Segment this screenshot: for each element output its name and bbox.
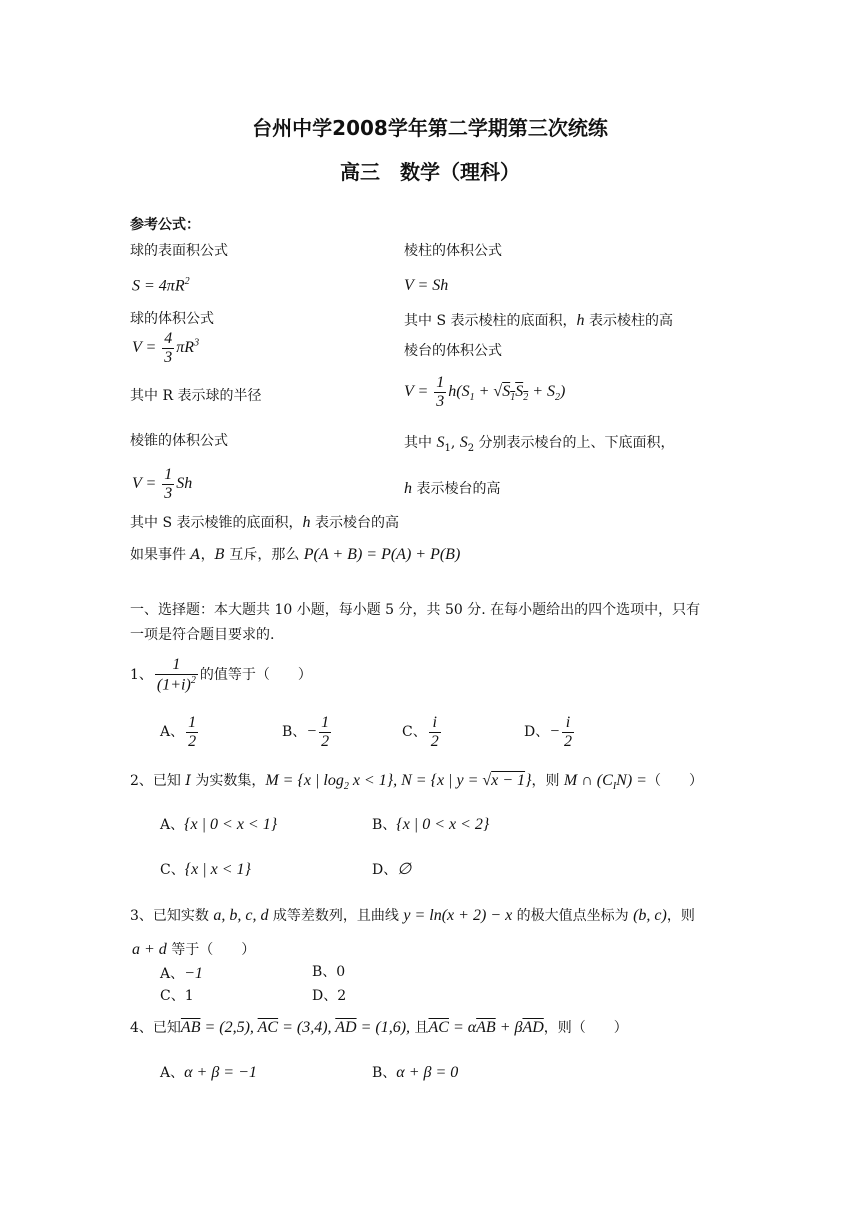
frustum-label: 棱台的体积公式 [404, 343, 502, 359]
section-line-1: 一、选择题：本大题共 10 小题，每小题 5 分，共 50 分. 在每小题给出的四个选项中，只有 [130, 602, 701, 618]
q3-option-c: C、1 [160, 988, 194, 1004]
frustum-note: 其中 $S_1$, $S_2$ 分别表示棱台的上、下底面积， [404, 434, 675, 454]
question-3: 3、已知实数 a, b, c, d 成等差数列，且曲线 y = ln(x + 2) − x 的极大值点坐标为 (b, c)，则 [130, 907, 695, 924]
q3-option-b: B、0 [312, 964, 346, 980]
q1-option-d: D、− $\frac{i}{2}$ [524, 714, 573, 750]
question-3-line-2: a + d 等于（ ） [132, 941, 256, 958]
frustum-h-note: h 表示棱台的高 [404, 480, 501, 497]
question-1: 1、 $\frac{1}{(1+i)^2}$ 的值等于（ ） [130, 656, 312, 693]
q4-option-b: B、α + β = 0 [372, 1064, 459, 1081]
sphere-area-formula: $S = 4\pi R^2$ [132, 276, 190, 295]
sphere-area-label: 球的表面积公式 [130, 243, 228, 259]
q1-option-c: C、 $\frac{i}{2}$ [402, 714, 439, 750]
q2-option-c: C、{x | x < 1} [160, 861, 251, 878]
sphere-vol-formula: V = $\frac{4}{3}$ $\pi R^3$ [132, 330, 200, 366]
exam-title: 台州中学2008学年第二学期第三次统练 [252, 116, 608, 140]
formulas-heading: 参考公式： [130, 217, 200, 233]
exam-subtitle: 高三 数学（理科） [340, 160, 520, 184]
q3-option-d: D、2 [312, 988, 347, 1004]
q2-option-b: B、{x | 0 < x < 2} [372, 816, 490, 833]
frustum-formula: V = $\frac{1}{3}$ $h(S_1 + √S_1S_2 + S_2)$ [404, 374, 566, 410]
q3-option-a: A、−1 [160, 965, 203, 982]
pyramid-formula: V = $\frac{1}{3}$ Sh [132, 466, 193, 502]
q1-option-b: B、− $\frac{1}{2}$ [282, 714, 330, 750]
sphere-vol-label: 球的体积公式 [130, 311, 214, 327]
prism-label: 棱柱的体积公式 [404, 243, 502, 259]
section-line-2: 一项是符合题目要求的. [130, 627, 275, 643]
q2-option-a: A、{x | 0 < x < 1} [160, 816, 278, 833]
exclusive-events: 如果事件 A，B 互斥，那么 P(A + B) = P(A) + P(B) [130, 546, 461, 563]
prism-note: 其中 S 表示棱柱的底面积，h 表示棱柱的高 [404, 312, 673, 329]
pyramid-label: 棱锥的体积公式 [130, 433, 228, 449]
q4-option-a: A、α + β = −1 [160, 1064, 257, 1081]
q2-option-d: D、∅ [372, 861, 412, 878]
radius-note: 其中 R 表示球的半径 [130, 388, 262, 404]
question-2: 2、已知 I 为实数集，M = {x | $\log_2 x < 1$}, N = {x | y = √x − 1}，则 M ∩ $(C_IN)$ =（ ） [130, 772, 703, 793]
prism-formula: V = Sh [404, 277, 449, 294]
question-4: 4、已知$\overline{AB} = (2,5)$, $\overline{AC} = (3,4)$, $\overline{AD} = (1,6)$, 且$\overline{AC} = \alpha\overline{AB} + \beta\overline{AD}$，则（ ） [130, 1019, 628, 1036]
q1-option-a: A、 $\frac{1}{2}$ [160, 714, 197, 750]
pyramid-note: 其中 S 表示棱锥的底面积，h 表示棱台的高 [130, 514, 399, 531]
